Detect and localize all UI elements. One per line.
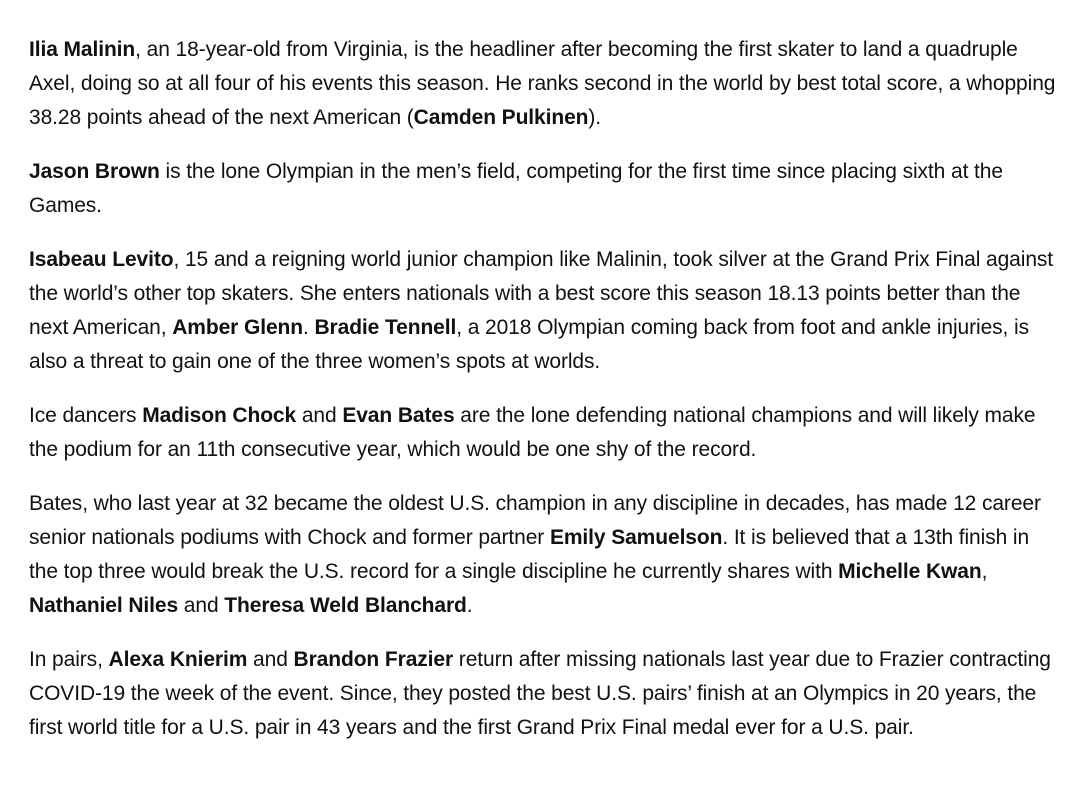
athlete-name: Bradie Tennell xyxy=(314,316,457,339)
athlete-name: Michelle Kwan xyxy=(838,560,982,583)
athlete-name: Alexa Knierim xyxy=(108,648,248,671)
athlete-name: Madison Chock xyxy=(142,404,297,427)
paragraph-text: , 15 and a reigning world junior champion like Malinin, took silver at the Grand Prix Final against the world’s other top skaters. She enters nationals with a best score this season 18.13 points better than the next American, xyxy=(29,248,1054,339)
athlete-name: Theresa Weld Blanchard xyxy=(224,594,467,617)
paragraph-text: In pairs, xyxy=(29,648,109,671)
athlete-name: Evan Bates xyxy=(342,404,455,427)
athlete-name: Camden Pulkinen xyxy=(413,106,589,129)
paragraph-text: are the lone defending national champions and will likely make the podium for an 11th consecutive year, which would be one shy of the record. xyxy=(29,404,1036,461)
paragraph-text: , a 2018 Olympian coming back from foot and ankle injuries, is also a threat to gain one of the three women’s spots at worlds. xyxy=(29,316,1029,373)
paragraph-text: Bates, who last year at 32 became the oldest U.S. champion in any discipline in decades, has made 12 career senior nationals podiums with Chock and former partner xyxy=(29,492,1041,549)
athlete-name: Brandon Frazier xyxy=(293,648,454,671)
paragraph-text: and xyxy=(247,648,294,671)
paragraph-text: and xyxy=(296,404,343,427)
paragraph-text: . xyxy=(466,594,473,617)
paragraph-text: ). xyxy=(588,106,602,129)
paragraph-levito xyxy=(29,243,1059,379)
athlete-name: Amber Glenn xyxy=(172,316,303,339)
athlete-name: Nathaniel Niles xyxy=(29,594,179,617)
paragraph-text: . It is believed that a 13th finish in the top three would break the U.S. record for a single discipline he currently shares with xyxy=(29,526,1030,583)
paragraph-text: return after missing nationals last year due to Frazier contracting COVID-19 the week of the event. Since, they posted the best U.S. pairs’ finish at an Olympics in 20 years, the first world title for a U.S. pair in 43 years and the first Grand Prix Final medal ever for a U.S. pair. xyxy=(29,648,1051,739)
paragraph-pairs xyxy=(29,643,1059,745)
paragraph-text: Ice dancers xyxy=(29,404,143,427)
athlete-name: Jason Brown xyxy=(29,160,160,183)
paragraph-text: , xyxy=(981,560,988,583)
paragraph-brown xyxy=(29,155,1059,223)
paragraph-text: . xyxy=(303,316,315,339)
paragraph-ice-dancers xyxy=(29,399,1059,467)
paragraph-malinin xyxy=(29,33,1059,135)
paragraph-text: and xyxy=(178,594,225,617)
athlete-name: Isabeau Levito xyxy=(29,248,174,271)
athlete-name: Ilia Malinin xyxy=(29,38,136,61)
paragraph-bates xyxy=(29,487,1059,623)
athlete-name: Emily Samuelson xyxy=(549,526,723,549)
article-body xyxy=(29,33,1059,765)
paragraph-text: , an 18-year-old from Virginia, is the headliner after becoming the first skater to land a quadruple Axel, doing so at all four of his events this season. He ranks second in the world by best total score, a whopping 38.28 points ahead of the next American ( xyxy=(29,38,1056,129)
paragraph-text: is the lone Olympian in the men’s field, competing for the first time since placing sixth at the Games. xyxy=(29,160,1003,217)
